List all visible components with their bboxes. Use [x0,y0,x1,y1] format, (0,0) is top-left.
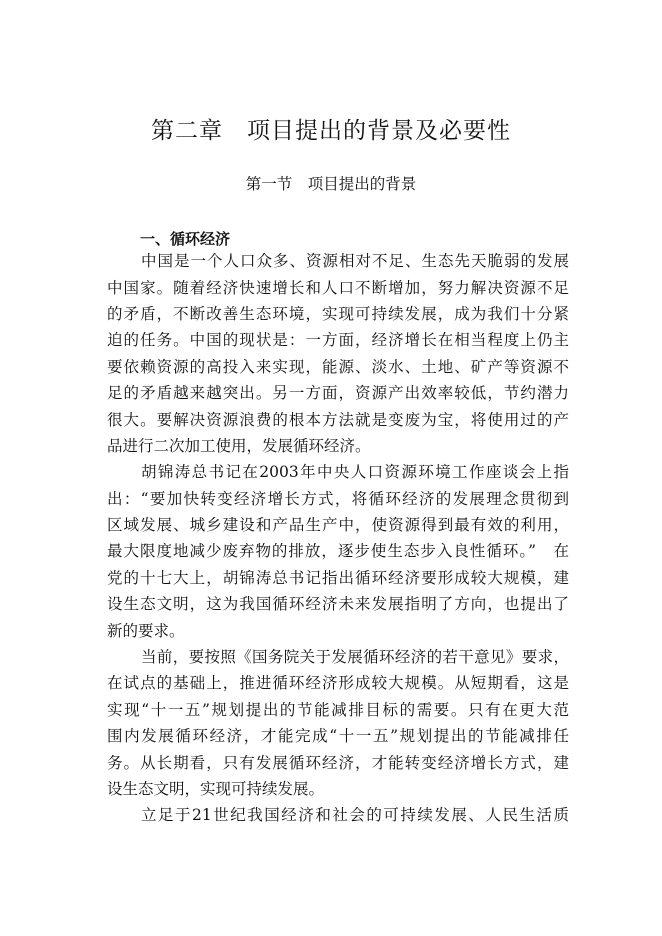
paragraph-line: 胡锦涛总书记在2003年中央人口资源环境工作座谈会上指 [141,463,569,481]
paragraph-line: 实现“十一五”规划提出的节能减排目标的需要。只有在更大范 [107,701,569,719]
paragraph-line: 立足于21世纪我国经济和社会的可持续发展、人民生活质 [141,806,569,824]
paragraph-line: 在试点的基础上，推进循环经济形成较大规模。从短期看，这是 [107,674,569,692]
section-title: 第一节 项目提出的背景 [245,175,417,193]
paragraph-line: 中国家。随着经济快速增长和人口不断增加，努力解决资源不足 [107,279,569,297]
paragraph-line: 出：“要加快转变经济增长方式，将循环经济的发展理念贯彻到 [107,490,569,508]
paragraph-line: 围内发展循环经济，才能完成“十一五”规划提出的节能减排任 [107,727,569,745]
subsection-heading: 一、循环经济 [140,230,231,248]
paragraph-line: 品进行二次加工使用，发展循环经济。 [107,437,371,455]
paragraph-line: 的矛盾，不断改善生态环境，实现可持续发展，成为我们十分紧 [107,305,569,323]
paragraph-line: 新的要求。 [107,622,185,640]
paragraph-line: 设生态文明，实现可持续发展。 [107,780,325,798]
chapter-title: 第二章 项目提出的背景及必要性 [151,118,511,144]
paragraph-line: 最大限度地减少废弃物的排放，逐步使生态步入良性循环。” 在 [107,542,569,560]
paragraph-line: 务。从长期看，只有发展循环经济，才能转变经济增长方式，建 [107,754,569,772]
paragraph-line: 迫的任务。中国的现状是：一方面，经济增长在相当程度上仍主 [107,331,569,349]
paragraph-line: 中国是一个人口众多、资源相对不足、生态先天脆弱的发展 [141,252,569,270]
paragraph-line: 足的矛盾越来越突出。另一方面，资源产出效率较低，节约潜力 [107,384,569,402]
paragraph-line: 要依赖资源的高投入来实现，能源、淡水、土地、矿产等资源不 [107,358,569,376]
paragraph-line: 设生态文明，这为我国循环经济未来发展指明了方向，也提出了 [107,595,569,613]
paragraph-line: 当前，要按照《国务院关于发展循环经济的若干意见》要求， [141,648,569,666]
paragraph-line: 很大。要解决资源浪费的根本方法就是变废为宝，将使用过的产 [107,411,569,429]
paragraph-line: 党的十七大上，胡锦涛总书记指出循环经济要形成较大规模，建 [107,569,569,587]
paragraph-line: 区域发展、城乡建设和产品生产中，使资源得到最有效的利用， [107,516,569,534]
